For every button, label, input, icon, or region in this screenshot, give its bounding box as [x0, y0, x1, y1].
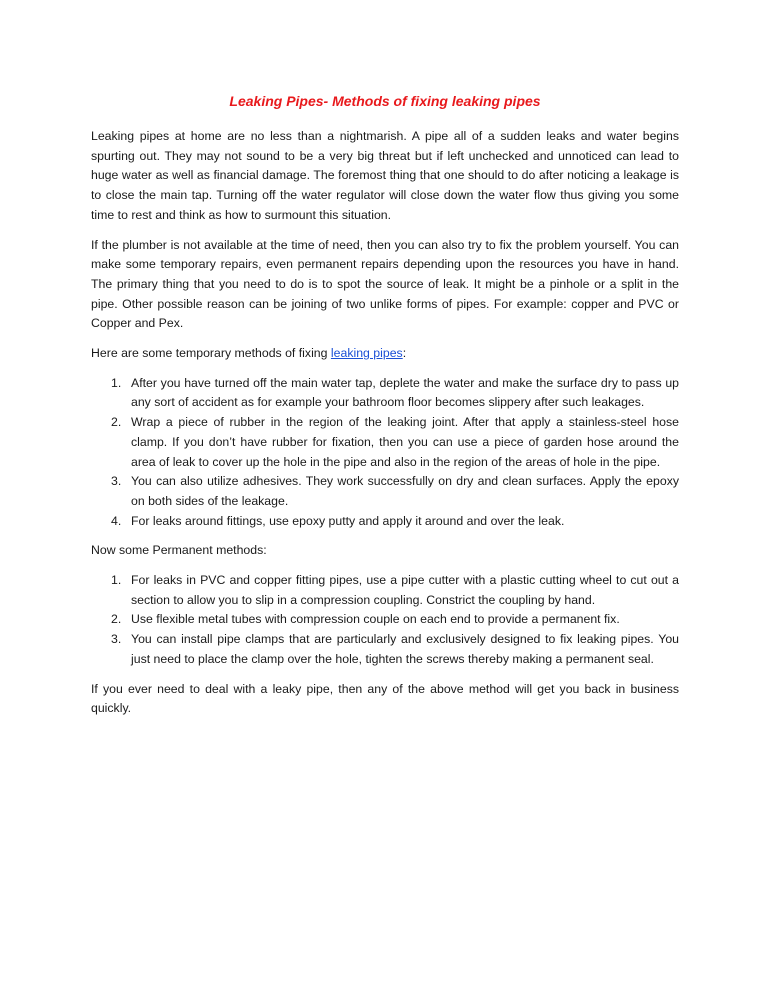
list-number: 4. — [111, 513, 122, 528]
list-number: 3. — [111, 632, 122, 647]
permanent-methods-intro: Now some Permanent methods: — [91, 543, 267, 558]
list-number: 1. — [111, 573, 122, 588]
list-item — [91, 512, 679, 532]
list-number: 2. — [111, 612, 122, 627]
leaking-pipes-link[interactable]: leaking pipes — [330, 346, 403, 361]
list-item-text: Wrap a piece of rubber in the region of the leaking joint. After that apply a stainless-steel hose clamp. If you don’t have rubber for fixation, then you can use a piece of garden hose around the area of leak to cover up the hole in the pipe and also in the region of the areas of hole in the pipe. — [131, 415, 679, 469]
list-item-text: You can install pipe clamps that are particularly and exclusively designed to fix leaking pipes. You just need to place the clamp over the hole, tighten the screws thereby making a permanent seal. — [131, 632, 679, 666]
list-item-text: For leaks in PVC and copper fitting pipes, use a pipe cutter with a plastic cutting wheel to cut out a section to allow you to slip in a compression coupling. Constrict the coupling by hand. — [131, 573, 679, 607]
intro-paragraph: Leaking pipes at home are no less than a nightmarish. A pipe all of a sudden leaks and water begins spurting out. They may not sound to be a very big threat but if left unchecked and unnoticed can lead to huge water as well as financial damage. The foremost thing that one should to do after noticing a leakage is to close the main tap. Turning off the water regulator will close down the water flow thus giving you some time to rest and think as how to surmount this situation. — [91, 129, 679, 222]
permanent-methods-list — [91, 571, 679, 670]
list-item — [91, 610, 679, 630]
list-item-text: You can also utilize adhesives. They work successfully on dry and clean surfaces. Apply the epoxy on both sides of the leakage. — [131, 474, 679, 508]
temporary-intro-prefix: Here are some temporary methods of fixing — [91, 346, 331, 361]
closing-paragraph: If you ever need to deal with a leaky pipe, then any of the above method will get you back in business quickly. — [91, 681, 679, 716]
list-item — [91, 374, 679, 413]
document-page — [91, 92, 679, 729]
list-item — [91, 413, 679, 472]
diy-paragraph: If the plumber is not available at the time of need, then you can also try to fix the problem yourself. You can make some temporary repairs, even permanent repairs depending upon the resources you have in hand. The primary thing that you need to do is to spot the source of leak. It might be a pinhole or a split in the pipe. Other possible reason can be joining of two unlike forms of pipes. For example: copper and PVC or Copper and Pex. — [91, 237, 679, 331]
list-item — [91, 571, 679, 610]
list-item-text: Use flexible metal tubes with compression couple on each end to provide a permanent fix. — [131, 612, 620, 627]
list-number: 2. — [111, 415, 122, 430]
list-item-text: After you have turned off the main water tap, deplete the water and make the surface dry to pass up any sort of accident as for example your bathroom floor becomes slippery after such leakages. — [131, 375, 679, 410]
list-item-text: For leaks around fittings, use epoxy putty and apply it around and over the leak. — [131, 513, 565, 528]
list-number: 1. — [111, 375, 122, 390]
temporary-intro-suffix: : — [402, 346, 407, 361]
list-number: 3. — [111, 474, 122, 489]
temporary-methods-intro — [91, 344, 679, 364]
list-item — [91, 472, 679, 511]
page-title: Leaking Pipes- Methods of fixing leaking pipes — [229, 93, 541, 109]
list-item — [91, 630, 679, 669]
temporary-methods-list — [91, 374, 679, 532]
